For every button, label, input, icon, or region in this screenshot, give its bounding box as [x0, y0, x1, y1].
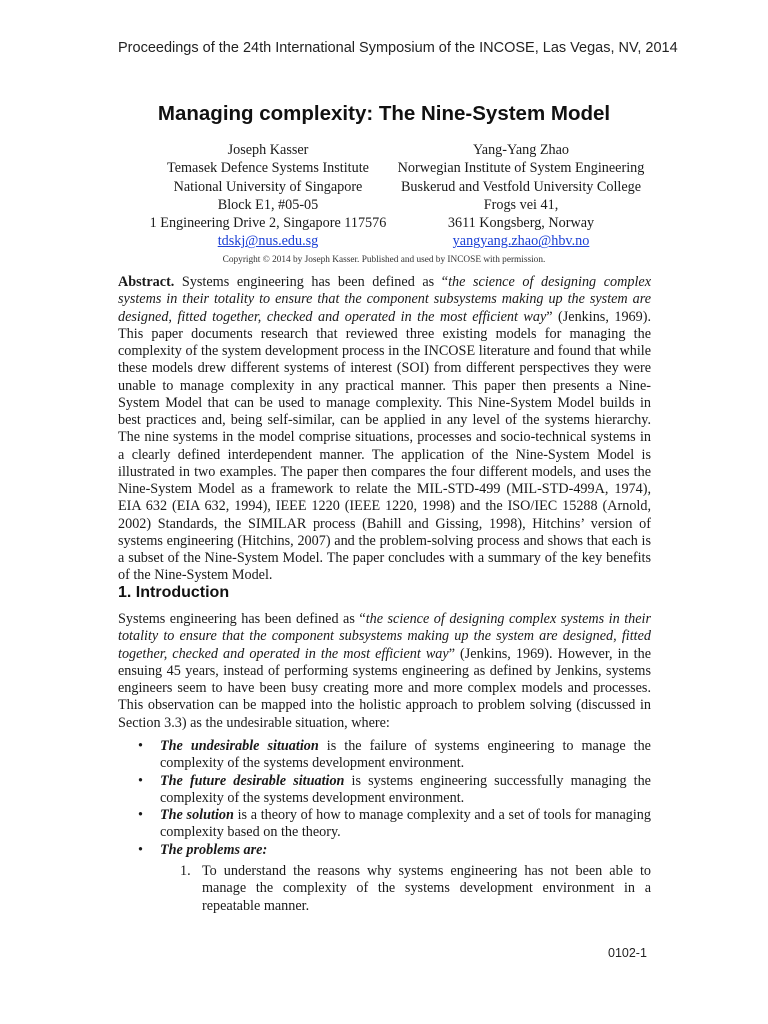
intro-text: Systems engineering has been defined as “ — [118, 611, 366, 627]
author-affiliation: Norwegian Institute of System Engineering — [397, 160, 645, 177]
list-item — [180, 863, 651, 915]
author-name: Yang-Yang Zhao — [472, 142, 570, 158]
author-email-link[interactable]: yangyang.zhao@hbv.no — [452, 233, 590, 250]
list-item: • The solution is a theory of how to manage complexity and a set of tools for managing complexity based on the theory. — [138, 807, 651, 841]
bullet-term: The problems are: — [160, 841, 268, 858]
author-block-2 — [390, 141, 652, 251]
author-address: 3611 Kongsberg, Norway — [447, 215, 595, 232]
bullet-term: The undesirable situation — [160, 738, 319, 754]
list-item: • The future desirable situation is systems engineering successfully managing the complexity of the systems development environment. — [138, 772, 651, 806]
list-item: • The problems are: — [138, 841, 268, 858]
abstract — [118, 274, 651, 585]
author-block-1 — [118, 141, 418, 251]
abstract-label: Abstract. — [118, 274, 175, 290]
list-text: To understand the reasons why systems engineering has not been able to manage the complexity of the systems development environment in a repeatable manner. — [202, 863, 651, 914]
author-name: Joseph Kasser — [227, 142, 309, 158]
intro-quote: the science of designing complex systems in their totality to ensure that the component subsystems making up the system are designed, fitted together, checked and operated in the most efficient way — [118, 611, 651, 662]
intro-paragraph — [118, 611, 651, 732]
bullet-text: is systems engineering successfully managing the complexity of the systems development environment. — [160, 772, 651, 806]
author-email-link[interactable]: tdskj@nus.edu.sg — [217, 233, 319, 250]
list-item: • The undesirable situation is the failure of systems engineering to manage the complexity of the systems development environment. — [138, 738, 651, 772]
abstract-text: ” (Jenkins, 1969). This paper documents research that reviewed three existing models for managing the complexity of the system development process in the INCOSE literature and found that while these models drew different systems of interest (SOI) from different perspectives they were unable to manage complexity in any practical manner. This paper then presents a Nine-System Model that can be used to manage complexity. This Nine-System Model builds in best practices and, being self-similar, can be applied in any level of the systems hierarchy. The nine systems in the model comprise situations, processes and socio-technical systems in a clearly defined interdependent manner. The application of the Nine-System Model is illustrated in two examples. The paper then compares the four different models, and uses the Nine-System Model as a framework to relate the MIL-STD-499 (MIL-STD-499A, 1974), EIA 632 (EIA 632, 1994), IEEE 1220 (IEEE 1220, 1998) and the ISO/IEC 15288 (Arnold, 2002) Standards, the SIMILAR process (Bahill and Gissing, 1998), Hitchins’ version of systems engineering (Hitchins, 2007) and the problem-solving process and shows that each is a subset of the Nine-System Model. The paper concludes with a summary of the key benefits of the Nine-System Model. — [118, 308, 651, 584]
section-heading: 1. Introduction — [118, 584, 230, 601]
abstract-text: Systems engineering has been defined as “ — [174, 274, 449, 290]
bullet-text: is a theory of how to manage complexity and a set of tools for managing complexity based on the theory. — [160, 807, 651, 841]
running-header: Proceedings of the 24th International Symposium of the INCOSE, Las Vegas, NV, 2014 — [118, 40, 678, 56]
copyright-notice: Copyright © 2014 by Joseph Kasser. Published and used by INCOSE with permission. — [222, 255, 546, 265]
bullet-term: The solution — [160, 807, 234, 823]
author-address: Block E1, #05-05 — [217, 196, 319, 213]
author-address: 1 Engineering Drive 2, Singapore 117576 — [149, 215, 387, 232]
author-affiliation: Temasek Defence Systems Institute — [167, 160, 369, 177]
bullet-term: The future desirable situation — [160, 772, 345, 789]
bullet-list — [138, 738, 651, 859]
intro-text: ” (Jenkins, 1969). However, in the ensuing 45 years, instead of performing systems engineering as defined by Jenkins, systems engineers seem to have been busy creating more and more complex models and processes. This observation can be mapped into the holistic approach to problem solving (discussed in Section 3.3) as the undesirable situation, where: — [118, 645, 652, 731]
abstract-quote: the science of designing complex systems in their totality to ensure that the component subsystems making up the system are designed, fitted together, checked and operated in the most efficient way — [118, 274, 651, 325]
author-affiliation: Buskerud and Vestfold University College — [400, 178, 642, 195]
paper-title: Managing complexity: The Nine-System Model — [157, 102, 611, 125]
page-number: 0102-1 — [608, 946, 647, 960]
numbered-list — [180, 863, 651, 915]
bullet-text: is the failure of systems engineering to manage the complexity of the systems development environment. — [160, 738, 651, 772]
list-number: 1. — [180, 863, 191, 879]
author-affiliation: National University of Singapore — [173, 178, 363, 195]
author-address: Frogs vei 41, — [483, 196, 559, 213]
